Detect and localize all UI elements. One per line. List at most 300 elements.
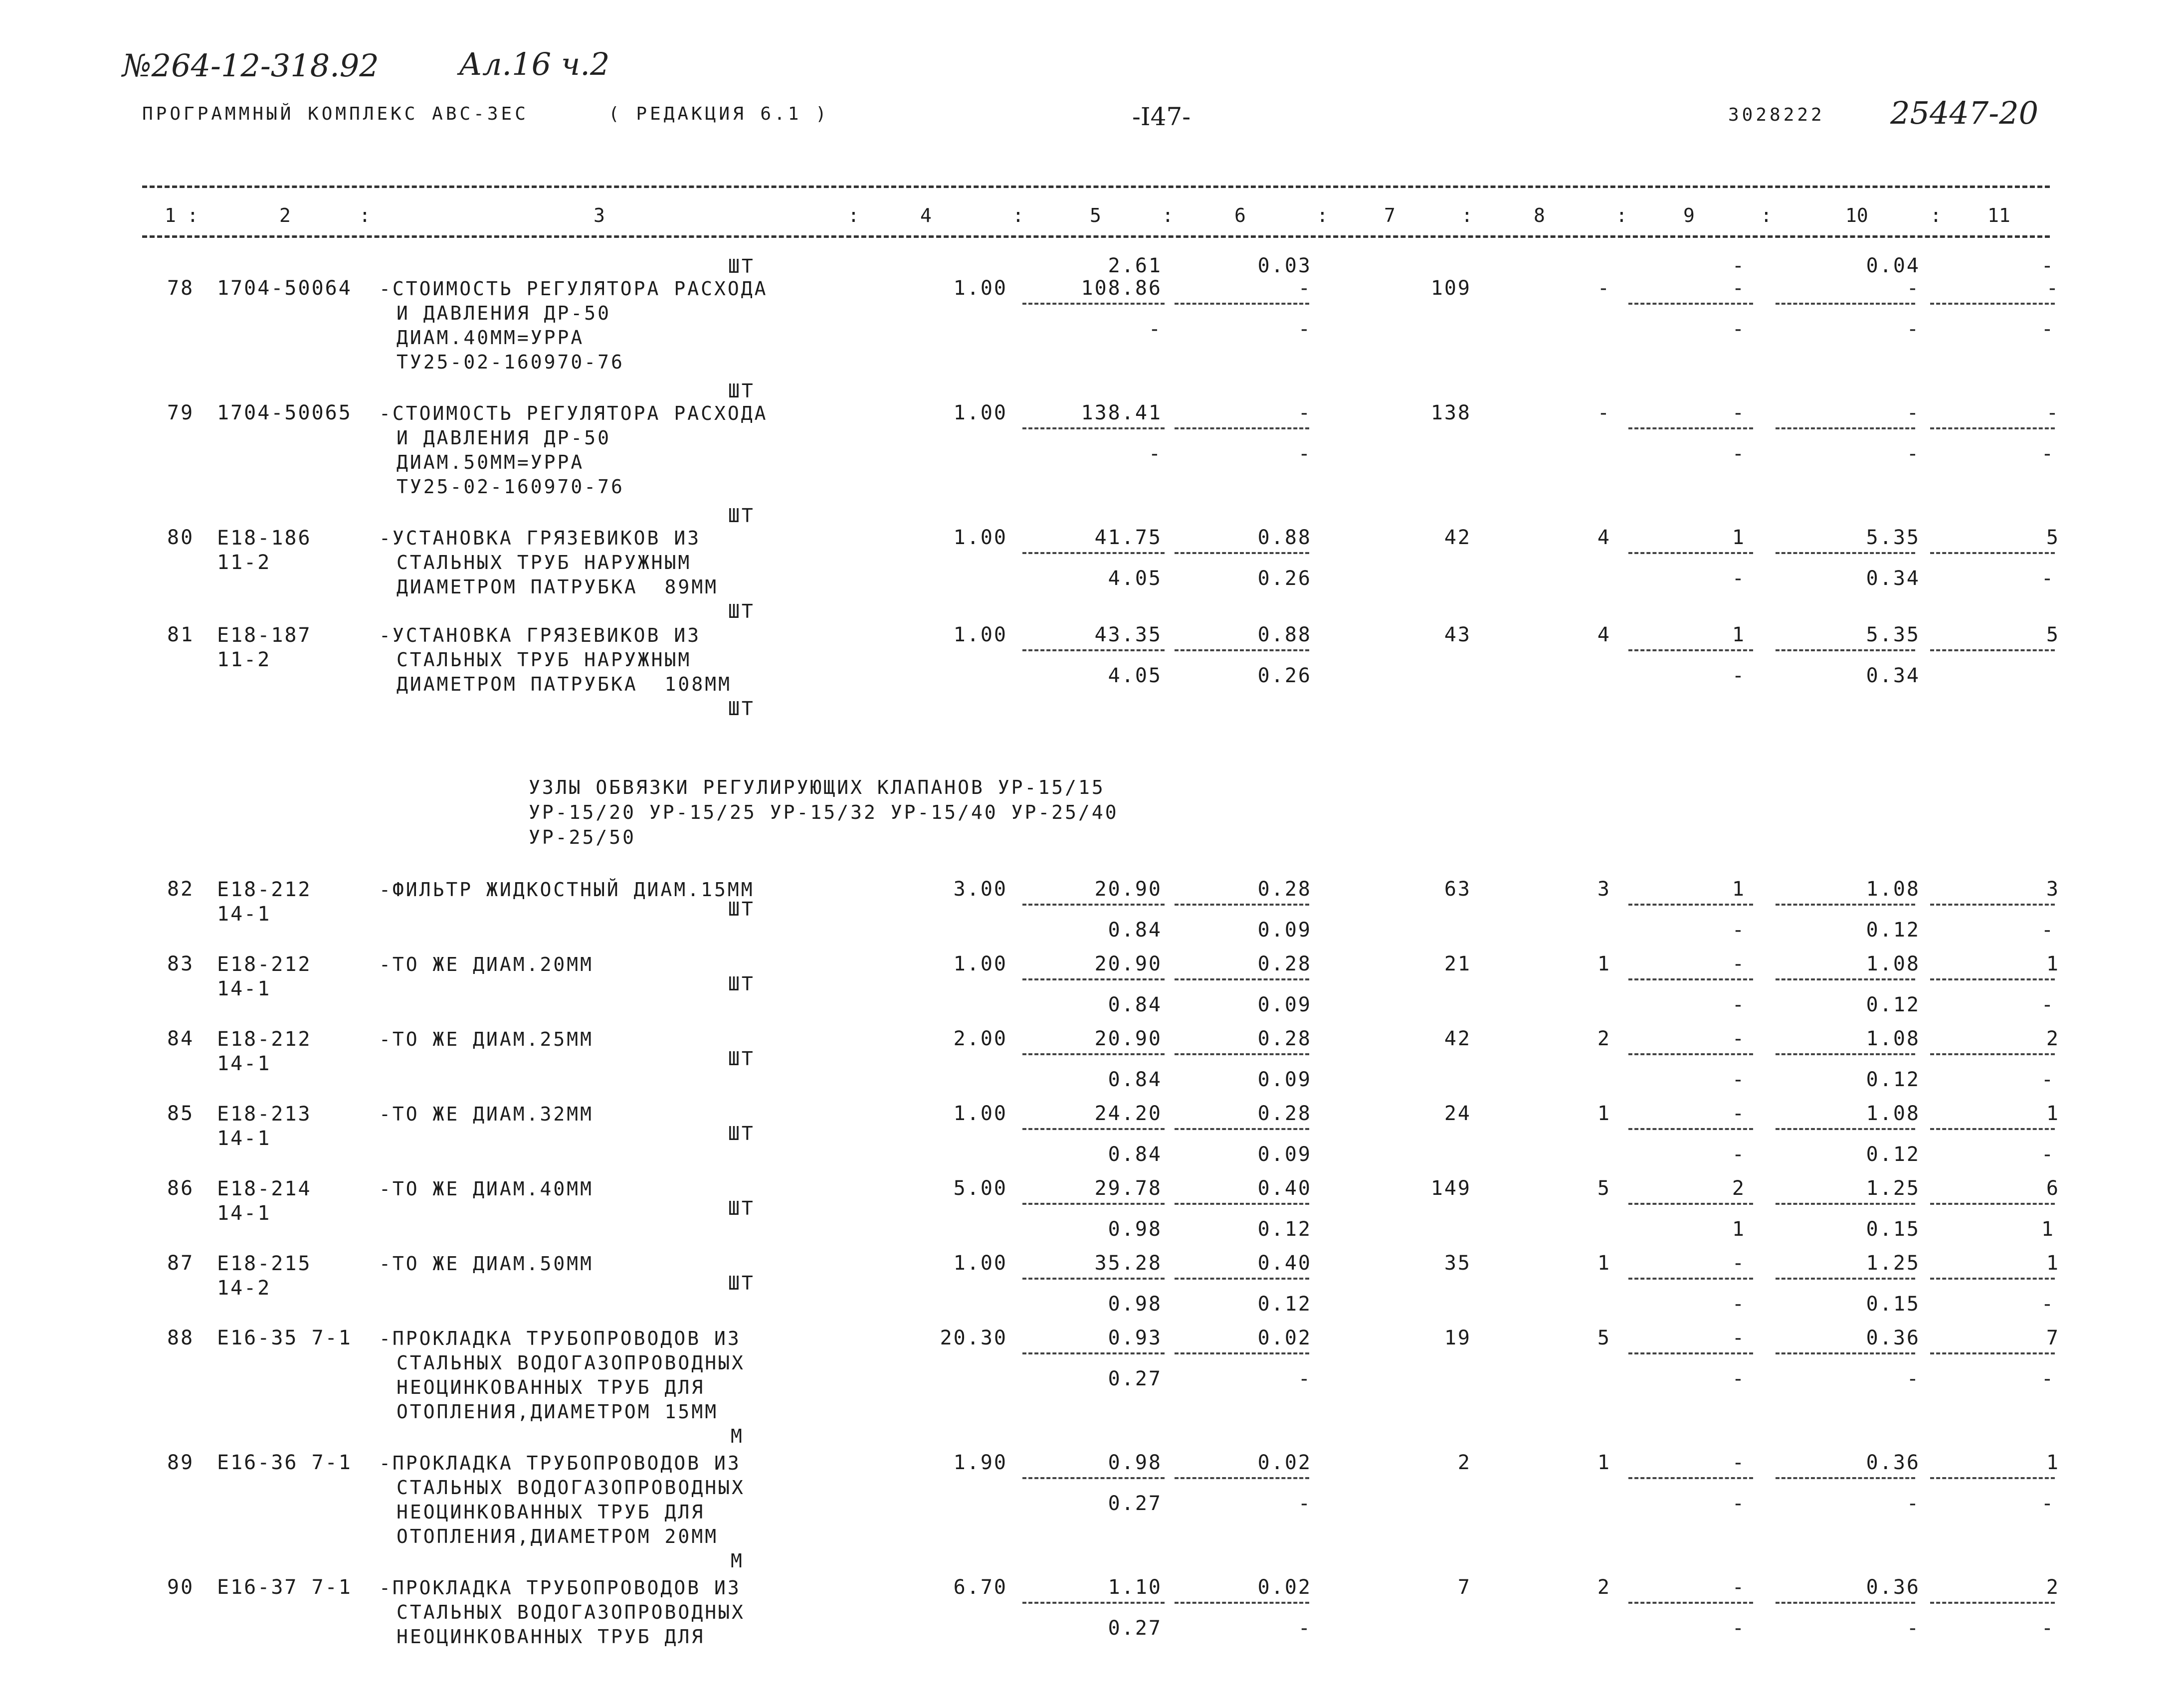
unit-label: ШТ <box>728 898 755 920</box>
cost-separator <box>1022 1278 1165 1280</box>
machine-cost-lower: - <box>1298 442 1312 465</box>
unit-cost-lower: 0.27 <box>1108 1492 1162 1515</box>
col11-value: 6 <box>2046 1177 2060 1200</box>
col9-value: 1 <box>1732 623 1746 646</box>
machine-cost-lower: 0.12 <box>1257 1218 1312 1241</box>
unit-cost-lower: 0.98 <box>1108 1293 1162 1316</box>
column-header-3: 3 <box>594 204 605 226</box>
total-separator <box>1628 303 1753 305</box>
cost-separator <box>1022 1128 1165 1130</box>
wage-total: 1 <box>1597 952 1611 975</box>
machine-cost: 0.28 <box>1257 952 1312 975</box>
machine-cost: 0.02 <box>1257 1576 1312 1599</box>
total-separator <box>1628 552 1753 554</box>
quantity: 6.70 <box>953 1576 1007 1599</box>
column-divider: : <box>359 204 371 226</box>
col11-lower: - <box>2041 318 2055 341</box>
cost-separator <box>1175 427 1309 429</box>
unit-label: ШТ <box>728 600 755 622</box>
column-header-4: 4 <box>920 204 932 226</box>
unit-cost: 138.41 <box>1081 401 1162 424</box>
wage-total: 2 <box>1597 1576 1611 1599</box>
unit-cost-lower: 0.84 <box>1108 1068 1162 1091</box>
column-divider: : <box>1012 204 1024 226</box>
cost-separator <box>1022 1602 1165 1604</box>
unit-cost: 0.98 <box>1108 1451 1162 1474</box>
row-number: 87 <box>167 1252 195 1275</box>
total-separator <box>1930 1602 2055 1604</box>
col9-value: 1 <box>1732 878 1746 901</box>
total-separator <box>1776 1352 1915 1354</box>
program-name: ПРОГРАММНЫЙ КОМПЛЕКС АВС-3ЕС <box>142 104 529 124</box>
unit-label: ШТ <box>728 380 755 402</box>
col11-value: - <box>2046 277 2060 300</box>
machine-cost-lower: 0.09 <box>1257 993 1312 1016</box>
cost-separator <box>1022 427 1165 429</box>
work-description: СТАЛЬНЫХ ТРУБ НАРУЖНЫМ <box>396 552 692 573</box>
col11-lower: - <box>2041 1143 2055 1166</box>
work-description: И ДАВЛЕНИЯ ДР-50 <box>396 302 611 324</box>
total-separator <box>1776 978 1915 980</box>
col10-value: 5.35 <box>1866 623 1920 646</box>
col9-lower: - <box>1732 993 1746 1016</box>
total-separator <box>1776 1477 1915 1479</box>
col10-value: 0.36 <box>1866 1451 1920 1474</box>
col9-lower: - <box>1732 442 1746 465</box>
total-cost: 109 <box>1430 277 1471 300</box>
work-description: -ТО ЖЕ ДИАМ.20ММ <box>379 953 594 975</box>
cost-separator <box>1175 978 1309 980</box>
col10-lower: 0.12 <box>1866 993 1920 1016</box>
row-number: 81 <box>167 623 195 646</box>
work-description: -ТО ЖЕ ДИАМ.25ММ <box>379 1028 594 1050</box>
work-description: -СТОИМОСТЬ РЕГУЛЯТОРА РАСХОДА <box>379 278 768 300</box>
total-cost: 24 <box>1444 1102 1471 1125</box>
machine-cost: 0.40 <box>1257 1177 1312 1200</box>
col11-lower: 1 <box>2041 1218 2055 1241</box>
col11-lower: - <box>2041 1367 2055 1390</box>
unit-cost-lower: 0.27 <box>1108 1367 1162 1390</box>
machine-cost-lower: - <box>1298 318 1312 341</box>
rate-code: Е18-215 14-2 <box>217 1252 325 1300</box>
col10-value: 5.35 <box>1866 526 1920 549</box>
work-description: СТАЛЬНЫХ ВОДОГАЗОПРОВОДНЫХ <box>396 1352 745 1374</box>
unit-cost: 1.10 <box>1108 1576 1162 1599</box>
rate-code: Е18-212 14-1 <box>217 878 325 926</box>
work-description: -ТО ЖЕ ДИАМ.50ММ <box>379 1253 594 1275</box>
work-description: ОТОПЛЕНИЯ,ДИАМЕТРОМ 15ММ <box>396 1401 719 1423</box>
total-cost: 2 <box>1457 1451 1471 1474</box>
row-number: 90 <box>167 1576 195 1599</box>
total-cost: 149 <box>1430 1177 1471 1200</box>
work-description: -ПРОКЛАДКА ТРУБОПРОВОДОВ ИЗ <box>379 1452 741 1474</box>
column-divider: : <box>848 204 859 226</box>
rate-code: Е16-35 7-1 <box>217 1327 352 1349</box>
machine-cost: 0.88 <box>1257 623 1312 646</box>
col11-lower: - <box>2041 1293 2055 1316</box>
unit-cost-upper: 2.61 <box>1108 254 1162 277</box>
total-separator <box>1776 1203 1915 1205</box>
total-separator <box>1628 1477 1753 1479</box>
total-cost: 138 <box>1430 401 1471 424</box>
cost-separator <box>1175 1128 1309 1130</box>
machine-cost: - <box>1298 401 1312 424</box>
total-separator <box>1776 904 1915 906</box>
work-description: ДИАМЕТРОМ ПАТРУБКА 108ММ <box>396 673 732 695</box>
unit-label: ШТ <box>728 698 755 720</box>
unit-cost: 41.75 <box>1094 526 1162 549</box>
rate-code: 1704-50065 <box>217 401 352 424</box>
wage-total: 4 <box>1597 623 1611 646</box>
col9-lower: - <box>1732 318 1746 341</box>
unit-label: ШТ <box>728 1048 755 1070</box>
unit-cost-lower: - <box>1148 442 1162 465</box>
machine-cost: 0.88 <box>1257 526 1312 549</box>
row-number: 82 <box>167 878 195 901</box>
col9-value: - <box>1732 401 1746 424</box>
total-separator <box>1930 1278 2055 1280</box>
col10-lower: - <box>1906 1617 1920 1640</box>
unit-cost-lower: - <box>1148 318 1162 341</box>
work-description: ОТОПЛЕНИЯ,ДИАМЕТРОМ 20ММ <box>396 1525 719 1547</box>
cost-separator <box>1175 1602 1309 1604</box>
total-separator <box>1628 427 1753 429</box>
col11-value: 1 <box>2046 952 2060 975</box>
total-separator <box>1930 427 2055 429</box>
work-description: СТАЛЬНЫХ ВОДОГАЗОПРОВОДНЫХ <box>396 1601 745 1623</box>
unit-label: ШТ <box>728 1272 755 1294</box>
handwritten-code: 25447-20 <box>1890 95 2039 131</box>
col10-lower: - <box>1906 1492 1920 1515</box>
total-separator <box>1628 1203 1753 1205</box>
work-description: НЕОЦИНКОВАННЫХ ТРУБ ДЛЯ <box>396 1501 705 1523</box>
wage-total: 1 <box>1597 1252 1611 1275</box>
cost-separator <box>1175 1053 1309 1055</box>
cost-separator <box>1175 1278 1309 1280</box>
unit-label: ШТ <box>728 1197 755 1219</box>
unit-cost: 43.35 <box>1094 623 1162 646</box>
unit-cost-lower: 0.84 <box>1108 919 1162 942</box>
column-header-9: 9 <box>1683 204 1695 226</box>
unit-cost-lower: 0.84 <box>1108 993 1162 1016</box>
row-number: 80 <box>167 526 195 549</box>
quantity: 1.00 <box>953 1252 1007 1275</box>
col10-lower: 0.34 <box>1866 567 1920 590</box>
wage-total: 1 <box>1597 1451 1611 1474</box>
total-separator <box>1628 904 1753 906</box>
col11-value: - <box>2046 401 2060 424</box>
col9-value: - <box>1732 952 1746 975</box>
col10-value: - <box>1906 401 1920 424</box>
work-description: НЕОЦИНКОВАННЫХ ТРУБ ДЛЯ <box>396 1626 705 1648</box>
total-separator <box>1930 904 2055 906</box>
work-description: СТАЛЬНЫХ ВОДОГАЗОПРОВОДНЫХ <box>396 1477 745 1499</box>
unit-cost: 20.90 <box>1094 952 1162 975</box>
work-description: -УСТАНОВКА ГРЯЗЕВИКОВ ИЗ <box>379 624 701 646</box>
row-number: 85 <box>167 1102 195 1125</box>
machine-cost-lower: 0.09 <box>1257 1143 1312 1166</box>
column-header-5: 5 <box>1090 204 1101 226</box>
col9-lower: 1 <box>1732 1218 1746 1241</box>
rate-code: Е18-187 11-2 <box>217 624 325 671</box>
total-separator <box>1776 649 1915 651</box>
machine-cost: - <box>1298 277 1312 300</box>
handwritten-document-number: №264-12-318.92 <box>122 47 379 84</box>
col11-lower: - <box>2041 567 2055 590</box>
quantity: 1.00 <box>953 401 1007 424</box>
section-title-line: УЗЛЫ ОБВЯЗКИ РЕГУЛИРУЮЩИХ КЛАПАНОВ УР-15/15 <box>529 776 1105 798</box>
total-separator <box>1628 1602 1753 1604</box>
col10-lower: 0.15 <box>1866 1293 1920 1316</box>
total-cost: 63 <box>1444 878 1471 901</box>
col11-lower: - <box>2041 1068 2055 1091</box>
unit-label: ШТ <box>728 973 755 995</box>
col11-value: 1 <box>2046 1451 2060 1474</box>
total-cost: 21 <box>1444 952 1471 975</box>
column-divider: : <box>1930 204 1942 226</box>
cost-separator <box>1022 978 1165 980</box>
wage-total: 5 <box>1597 1177 1611 1200</box>
machine-cost-lower: - <box>1298 1367 1312 1390</box>
col9-lower: - <box>1732 919 1746 942</box>
col9-lower: - <box>1732 1143 1746 1166</box>
unit-label: ШТ <box>728 1123 755 1144</box>
cost-separator <box>1022 1352 1165 1354</box>
col10-lower: 0.12 <box>1866 1068 1920 1091</box>
row-number: 88 <box>167 1327 195 1349</box>
col10-value: 1.08 <box>1866 952 1920 975</box>
section-title-line: УР-15/20 УР-15/25 УР-15/32 УР-15/40 УР-25/40 <box>529 801 1119 823</box>
col11-value: 7 <box>2046 1327 2060 1349</box>
row-number: 78 <box>167 277 195 300</box>
work-description: -СТОИМОСТЬ РЕГУЛЯТОРА РАСХОДА <box>379 402 768 424</box>
work-description: -ТО ЖЕ ДИАМ.32ММ <box>379 1103 594 1125</box>
cost-separator <box>1022 1203 1165 1205</box>
unit-cost-lower: 4.05 <box>1108 567 1162 590</box>
wage-cost-upper: 0.03 <box>1257 254 1312 277</box>
col10-value: 1.08 <box>1866 878 1920 901</box>
col11-value: 3 <box>2046 878 2060 901</box>
cost-separator <box>1022 1053 1165 1055</box>
column-header-1: 1 <box>165 204 176 226</box>
total-separator <box>1628 1278 1753 1280</box>
wage-total: 1 <box>1597 1102 1611 1125</box>
unit-cost: 108.86 <box>1081 277 1162 300</box>
column-divider: : <box>1616 204 1627 226</box>
total-cost: 35 <box>1444 1252 1471 1275</box>
quantity: 20.30 <box>940 1327 1007 1349</box>
col9-lower: - <box>1732 1068 1746 1091</box>
section-title-line: УР-25/50 <box>529 826 636 848</box>
total-separator <box>1776 427 1915 429</box>
unit-cost: 35.28 <box>1094 1252 1162 1275</box>
quantity: 1.00 <box>953 623 1007 646</box>
col10-value: - <box>1906 277 1920 300</box>
wage-total: - <box>1597 277 1611 300</box>
unit-cost-lower: 0.84 <box>1108 1143 1162 1166</box>
quantity: 3.00 <box>953 878 1007 901</box>
col9-lower: - <box>1732 1492 1746 1515</box>
column-header-6: 6 <box>1234 204 1246 226</box>
col11-value: 2 <box>2046 1576 2060 1599</box>
row-number: 89 <box>167 1451 195 1474</box>
row-number: 86 <box>167 1177 195 1200</box>
column-divider: : <box>1162 204 1174 226</box>
col10-value: 1.25 <box>1866 1252 1920 1275</box>
col11-value: 2 <box>2046 1027 2060 1050</box>
col9-lower: - <box>1732 1367 1746 1390</box>
col10-upper: 0.04 <box>1866 254 1920 277</box>
col10-lower: 0.12 <box>1866 919 1920 942</box>
wage-total: 4 <box>1597 526 1611 549</box>
work-description: -ФИЛЬТР ЖИДКОСТНЫЙ ДИАМ.15ММ <box>379 879 755 901</box>
quantity: 1.90 <box>953 1451 1007 1474</box>
row-number: 79 <box>167 401 195 424</box>
total-separator <box>1930 1477 2055 1479</box>
unit-cost: 24.20 <box>1094 1102 1162 1125</box>
cost-separator <box>1175 552 1309 554</box>
total-separator <box>1776 1053 1915 1055</box>
col9-lower: - <box>1732 664 1746 687</box>
quantity: 1.00 <box>953 1102 1007 1125</box>
cost-separator <box>1175 303 1309 305</box>
row-number: 84 <box>167 1027 195 1050</box>
work-description: -ПРОКЛАДКА ТРУБОПРОВОДОВ ИЗ <box>379 1577 741 1599</box>
cost-separator <box>1022 904 1165 906</box>
col11-lower: - <box>2041 1617 2055 1640</box>
col9-value: - <box>1732 1252 1746 1275</box>
col9-value: 2 <box>1732 1177 1746 1200</box>
col9-value: 1 <box>1732 526 1746 549</box>
rate-code: Е18-214 14-1 <box>217 1177 325 1225</box>
col9-lower: - <box>1732 567 1746 590</box>
work-description: -ПРОКЛАДКА ТРУБОПРОВОДОВ ИЗ <box>379 1328 741 1349</box>
total-separator <box>1930 649 2055 651</box>
machine-cost: 0.40 <box>1257 1252 1312 1275</box>
total-cost: 19 <box>1444 1327 1471 1349</box>
total-separator <box>1776 1602 1915 1604</box>
quantity: 5.00 <box>953 1177 1007 1200</box>
col11-upper: - <box>2041 254 2055 277</box>
total-cost: 42 <box>1444 1027 1471 1050</box>
header-bottom-rule <box>142 235 2050 238</box>
unit-cost-lower: 0.98 <box>1108 1218 1162 1241</box>
machine-cost-lower: 0.09 <box>1257 919 1312 942</box>
machine-cost-lower: - <box>1298 1492 1312 1515</box>
edition-label: ( РЕДАКЦИЯ 6.1 ) <box>608 104 829 124</box>
col10-lower: - <box>1906 442 1920 465</box>
work-description: ДИАМЕТРОМ ПАТРУБКА 89ММ <box>396 576 719 598</box>
total-cost: 42 <box>1444 526 1471 549</box>
wage-total: 3 <box>1597 878 1611 901</box>
cost-separator <box>1022 1477 1165 1479</box>
unit-cost-lower: 4.05 <box>1108 664 1162 687</box>
total-separator <box>1930 1128 2055 1130</box>
total-separator <box>1776 1278 1915 1280</box>
cost-separator <box>1175 649 1309 651</box>
machine-cost-lower: - <box>1298 1617 1312 1640</box>
col10-value: 0.36 <box>1866 1576 1920 1599</box>
col9-lower: - <box>1732 1617 1746 1640</box>
unit-cost: 29.78 <box>1094 1177 1162 1200</box>
col11-value: 1 <box>2046 1102 2060 1125</box>
wage-total: 5 <box>1597 1327 1611 1349</box>
total-separator <box>1930 1203 2055 1205</box>
unit-cost: 20.90 <box>1094 878 1162 901</box>
col9-value: - <box>1732 277 1746 300</box>
col10-value: 0.36 <box>1866 1327 1920 1349</box>
machine-cost-lower: 0.26 <box>1257 567 1312 590</box>
unit-cost: 20.90 <box>1094 1027 1162 1050</box>
cost-separator <box>1175 904 1309 906</box>
cost-separator <box>1175 1203 1309 1205</box>
machine-cost: 0.28 <box>1257 878 1312 901</box>
col9-value: - <box>1732 1027 1746 1050</box>
unit-cost: 0.93 <box>1108 1327 1162 1349</box>
column-divider: : <box>1761 204 1772 226</box>
total-separator <box>1628 1128 1753 1130</box>
col11-value: 5 <box>2046 526 2060 549</box>
col11-value: 5 <box>2046 623 2060 646</box>
column-header-2: 2 <box>279 204 291 226</box>
cost-separator <box>1175 1477 1309 1479</box>
total-separator <box>1628 978 1753 980</box>
machine-cost: 0.28 <box>1257 1102 1312 1125</box>
rate-code: 1704-50064 <box>217 277 352 300</box>
column-header-10: 10 <box>1845 204 1868 226</box>
column-header-11: 11 <box>1987 204 2010 226</box>
rate-code: Е18-186 11-2 <box>217 527 325 574</box>
column-header-7: 7 <box>1384 204 1395 226</box>
rate-code: Е18-213 14-1 <box>217 1103 325 1150</box>
wage-total: - <box>1597 401 1611 424</box>
machine-cost: 0.02 <box>1257 1327 1312 1349</box>
cost-separator <box>1175 1352 1309 1354</box>
column-header-8: 8 <box>1534 204 1545 226</box>
column-divider: : <box>187 204 198 226</box>
col9-value: - <box>1732 1451 1746 1474</box>
work-description: ТУ25-02-160970-76 <box>396 351 624 373</box>
rate-code: Е16-37 7-1 <box>217 1576 352 1599</box>
total-separator <box>1628 1352 1753 1354</box>
col11-lower: - <box>2041 1492 2055 1515</box>
total-separator <box>1628 649 1753 651</box>
col10-value: 1.25 <box>1866 1177 1920 1200</box>
col10-value: 1.08 <box>1866 1027 1920 1050</box>
col10-value: 1.08 <box>1866 1102 1920 1125</box>
col11-lower: - <box>2041 993 2055 1016</box>
work-description: ДИАМ.40ММ=УРРА <box>396 327 585 349</box>
cost-separator <box>1022 303 1165 305</box>
col11-value: 1 <box>2046 1252 2060 1275</box>
machine-cost: 0.02 <box>1257 1451 1312 1474</box>
col9-lower: - <box>1732 1293 1746 1316</box>
handwritten-album-reference: Ал.16 ч.2 <box>459 46 610 82</box>
col10-lower: - <box>1906 1367 1920 1390</box>
col9-value: - <box>1732 1102 1746 1125</box>
work-description: СТАЛЬНЫХ ТРУБ НАРУЖНЫМ <box>396 649 692 671</box>
unit-label: ШТ <box>728 255 755 277</box>
rate-code: Е18-212 14-1 <box>217 1028 325 1075</box>
col10-lower: 0.15 <box>1866 1218 1920 1241</box>
total-separator <box>1930 1352 2055 1354</box>
work-description: И ДАВЛЕНИЯ ДР-50 <box>396 427 611 449</box>
work-description: ДИАМ.50ММ=УРРА <box>396 451 585 473</box>
total-separator <box>1930 978 2055 980</box>
col9-value: - <box>1732 1327 1746 1349</box>
total-separator <box>1776 303 1915 305</box>
total-separator <box>1776 1128 1915 1130</box>
